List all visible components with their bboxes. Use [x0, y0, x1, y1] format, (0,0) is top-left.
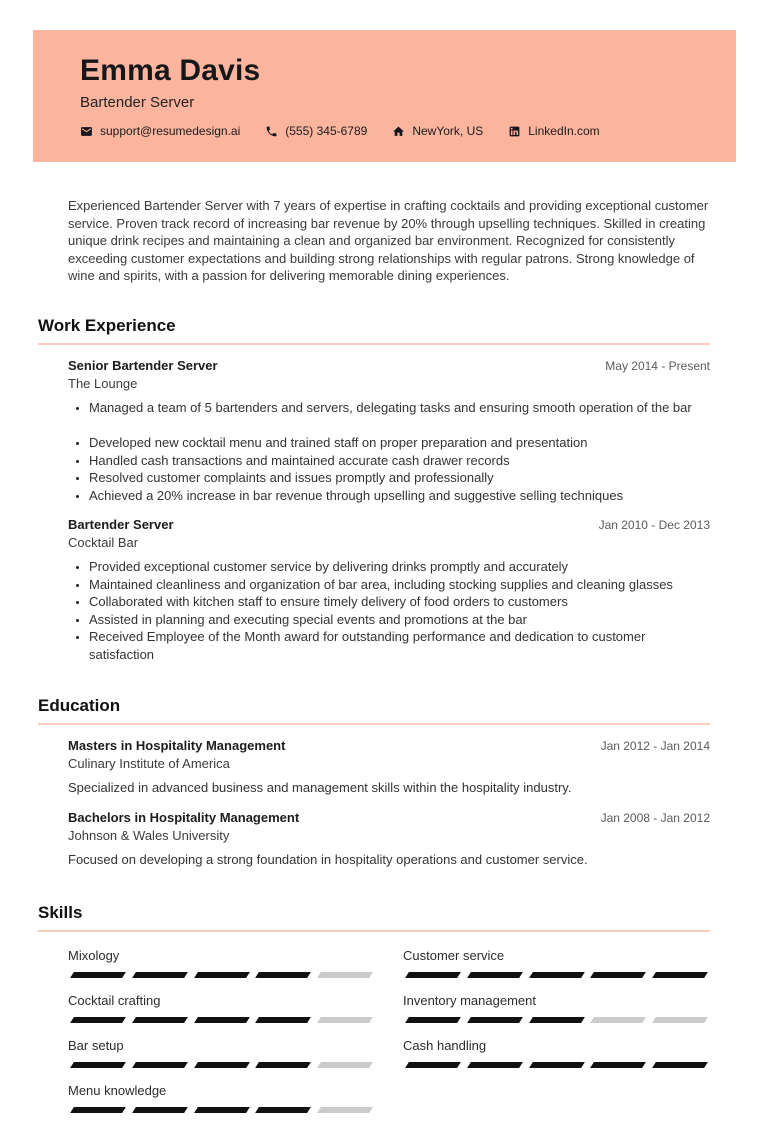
- home-icon: [392, 125, 405, 138]
- job-entry-header: [68, 517, 710, 532]
- skill-segment-filled: [529, 1017, 585, 1023]
- education-description: Focused on developing a strong foundation in hospitality operations and customer service.: [68, 851, 588, 867]
- skill-segment-filled: [132, 972, 188, 978]
- skill-name: Menu knowledge: [68, 1083, 167, 1098]
- job-company: Cocktail Bar: [68, 535, 139, 550]
- candidate-name: Emma Davis: [80, 54, 261, 87]
- skills-grid: [38, 948, 710, 1128]
- resume-header: [33, 30, 736, 162]
- skill-segment-empty: [591, 1017, 647, 1023]
- skill-segment-filled: [194, 1062, 250, 1068]
- candidate-job-title: Bartender Server: [80, 94, 195, 111]
- skill-segment-filled: [256, 1017, 312, 1023]
- education-entry: [68, 810, 710, 869]
- skill-level-bar: [68, 1107, 375, 1113]
- work-experience-section: [38, 316, 710, 664]
- job-bullet: • Managed a team of 5 bartenders and servers, delegating tasks and ensuring smooth operation of the bar: [89, 399, 710, 417]
- education-section: [38, 696, 710, 868]
- job-company: The Lounge: [68, 375, 138, 391]
- skill-item: [403, 1038, 710, 1068]
- skill-segment-filled: [467, 1017, 523, 1023]
- job-dates: May 2014 - Present: [605, 358, 710, 373]
- contact-item[interactable]: [392, 124, 483, 138]
- skill-level-bar: [403, 1062, 710, 1068]
- skill-name: Cash handling: [403, 1038, 487, 1053]
- skill-segment-empty: [317, 1017, 373, 1023]
- job-title-text: Senior Bartender Server: [68, 357, 218, 373]
- job-bullet: • Developed new cocktail menu and trained staff on proper preparation and presentation: [89, 434, 710, 452]
- skill-segment-filled: [256, 972, 312, 978]
- skill-segment-filled: [467, 1062, 523, 1068]
- skill-name: Bar setup: [68, 1038, 124, 1053]
- job-entry: [68, 358, 710, 505]
- skills-heading: Skills: [38, 903, 710, 932]
- education-entry: [68, 738, 710, 797]
- job-bullet: • Received Employee of the Month award for outstanding performance and dedication to customer satisfaction: [89, 628, 710, 663]
- skill-segment-filled: [652, 972, 708, 978]
- skill-level-bar: [403, 972, 710, 978]
- skill-segment-filled: [194, 1017, 250, 1023]
- skill-level-bar: [68, 1062, 375, 1068]
- job-bullet: • Provided exceptional customer service by delivering drinks promptly and accurately: [89, 558, 710, 576]
- education-entries: [38, 738, 710, 868]
- summary-paragraph: Experienced Bartender Server with 7 years of expertise in crafting cocktails and providing exceptional customer service. Proven track record of increasing bar revenue by 20% through upselling techniques. Skilled in creating unique drink recipes and maintaining a clean and organized bar environment. Recognized for consistently exceeding customer expectations and building strong relationships with regular patrons. Strong knowledge of wine and spirits, with a passion for delivering memorable dining experiences.: [68, 198, 709, 283]
- contact-item[interactable]: [265, 124, 367, 138]
- skill-segment-empty: [317, 972, 373, 978]
- skill-segment-filled: [194, 1107, 250, 1113]
- work-experience-heading: Work Experience: [38, 316, 710, 345]
- skill-segment-filled: [529, 1062, 585, 1068]
- skill-item: [403, 993, 710, 1023]
- skill-item: [68, 948, 375, 978]
- skill-level-bar: [68, 972, 375, 978]
- skill-name: Mixology: [68, 948, 120, 963]
- skill-name: Customer service: [403, 948, 505, 963]
- job-title-text: Bartender Server: [68, 517, 174, 532]
- job-entry: [68, 517, 710, 663]
- skills-section: [38, 903, 710, 1128]
- skill-segment-filled: [194, 972, 250, 978]
- job-entry-header: [68, 358, 710, 373]
- job-bullet-list: [68, 399, 710, 505]
- email-icon: [80, 125, 93, 138]
- skill-segment-filled: [70, 972, 126, 978]
- skill-level-bar: [68, 1017, 375, 1023]
- skill-segment-filled: [132, 1062, 188, 1068]
- work-entries: [38, 358, 710, 664]
- education-description: Specialized in advanced business and management skills within the hospitality industry.: [68, 780, 572, 795]
- skill-item: [68, 1083, 375, 1113]
- job-bullet: • Assisted in planning and executing special events and promotions at the bar: [89, 611, 710, 629]
- phone-icon: [265, 125, 278, 138]
- skill-segment-filled: [591, 972, 647, 978]
- contact-item[interactable]: [508, 124, 599, 138]
- contact-text: (555) 345-6789: [285, 124, 368, 138]
- skill-segment-filled: [256, 1107, 312, 1113]
- degree-text: Bachelors in Hospitality Management: [68, 809, 300, 825]
- skill-segment-empty: [317, 1062, 373, 1068]
- skill-segment-filled: [529, 972, 585, 978]
- contact-text: LinkedIn.com: [528, 124, 600, 138]
- skill-segment-filled: [591, 1062, 647, 1068]
- job-bullet: • Collaborated with kitchen staff to ensure timely delivery of food orders to customers: [89, 593, 710, 611]
- linkedin-icon: [508, 125, 521, 138]
- skill-segment-filled: [467, 972, 523, 978]
- contact-row: [80, 124, 716, 138]
- skills-column: [68, 948, 375, 1128]
- education-dates: Jan 2008 - Jan 2012: [600, 810, 710, 825]
- job-bullet: • Handled cash transactions and maintained accurate cash drawer records: [89, 452, 710, 470]
- skill-segment-filled: [405, 1017, 461, 1023]
- degree-text: Masters in Hospitality Management: [68, 738, 286, 753]
- job-bullet: • Achieved a 20% increase in bar revenue through upselling and suggestive selling techniques: [89, 487, 710, 505]
- skill-segment-filled: [70, 1107, 126, 1113]
- skill-segment-filled: [70, 1062, 126, 1068]
- job-bullet: • Maintained cleanliness and organization of bar area, including stocking supplies and cleaning glasses: [89, 576, 710, 594]
- skill-segment-filled: [70, 1017, 126, 1023]
- school-name: Johnson & Wales University: [68, 827, 230, 843]
- skill-segment-empty: [317, 1107, 373, 1113]
- skills-column: [403, 948, 710, 1128]
- skill-item: [68, 993, 375, 1023]
- job-bullet-list: [68, 558, 710, 663]
- contact-text: NewYork, US: [412, 124, 484, 138]
- contact-item[interactable]: [80, 124, 240, 138]
- skill-item: [403, 948, 710, 978]
- skill-segment-filled: [405, 972, 461, 978]
- skill-segment-empty: [652, 1017, 708, 1023]
- education-dates: Jan 2012 - Jan 2014: [600, 739, 710, 753]
- job-bullet: • Resolved customer complaints and issues promptly and professionally: [89, 469, 710, 487]
- skill-segment-filled: [652, 1062, 708, 1068]
- skill-segment-filled: [405, 1062, 461, 1068]
- education-entry-header: [68, 810, 710, 825]
- school-name: Culinary Institute of America: [68, 756, 230, 771]
- skill-segment-filled: [132, 1107, 188, 1113]
- skill-segment-filled: [132, 1017, 188, 1023]
- education-heading: Education: [38, 696, 710, 725]
- skill-name: Cocktail crafting: [68, 993, 161, 1008]
- resume-body: [38, 197, 710, 1128]
- skill-item: [68, 1038, 375, 1068]
- skill-name: Inventory management: [403, 993, 536, 1008]
- job-dates: Jan 2010 - Dec 2013: [598, 518, 710, 532]
- skill-segment-filled: [256, 1062, 312, 1068]
- education-entry-header: [68, 738, 710, 753]
- contact-text: support@resumedesign.ai: [100, 124, 241, 138]
- skill-level-bar: [403, 1017, 710, 1023]
